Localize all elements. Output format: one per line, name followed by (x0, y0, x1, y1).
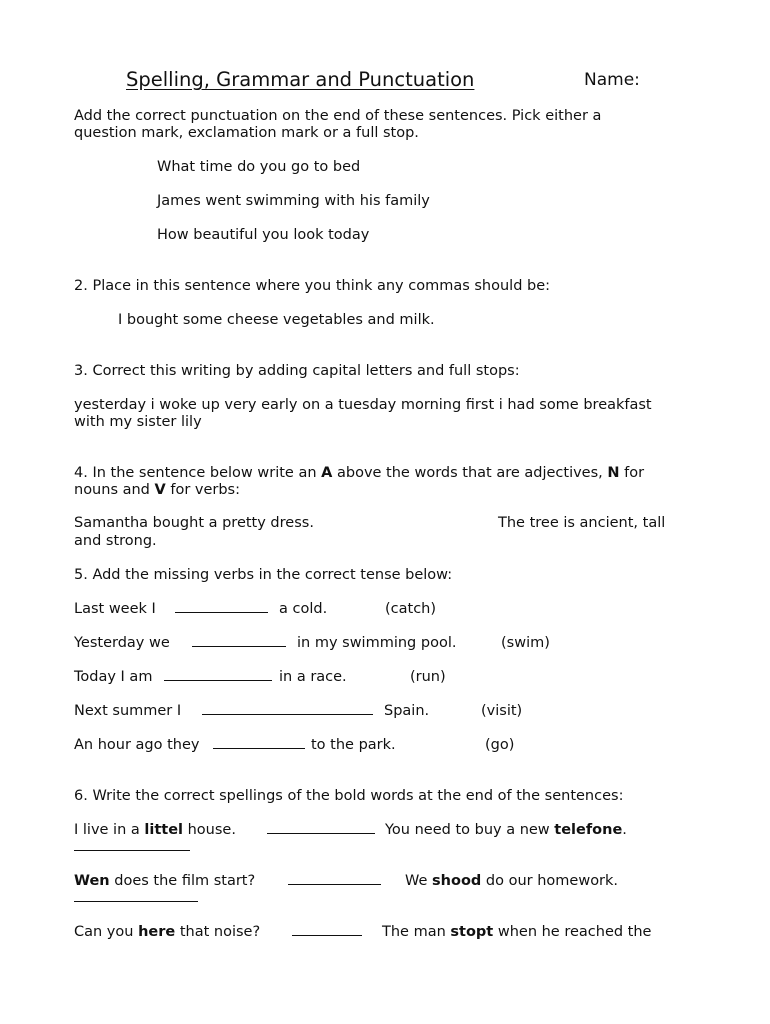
q6-sentence-4 (405, 872, 618, 890)
q6-answer-blank-5[interactable] (292, 923, 362, 936)
q6-text: We (405, 873, 433, 889)
q5-item-2-before: Yesterday we (74, 635, 170, 651)
q3-text-line1: yesterday i woke up very early on a tuesday morning first i had some breakfast (74, 397, 652, 413)
q6-text: You need to buy a new (385, 822, 555, 838)
q4-text: for (619, 465, 645, 481)
q5-item-4-before: Next summer I (74, 703, 182, 719)
q6-text: does the film start? (109, 873, 256, 889)
q6-sentence-2 (385, 821, 627, 839)
q6-misspelt-word: stopt (450, 924, 494, 940)
q6-text: that noise? (175, 924, 261, 940)
q5-item-3-after: in a race. (279, 669, 347, 685)
q4-instruction-line2 (74, 481, 240, 499)
q4-sentence-2-part1: The tree is ancient, tall (498, 515, 666, 531)
q2-sentence: I bought some cheese vegetables and milk. (118, 312, 435, 328)
q5-instruction: 5. Add the missing verbs in the correct tense below: (74, 567, 453, 583)
q5-item-1-answer-blank[interactable] (175, 600, 268, 613)
q5-item-2-verb: (swim) (501, 635, 550, 651)
q4-text: for verbs: (165, 482, 240, 498)
name-label: Name: (584, 70, 640, 90)
q6-text: do our homework. (481, 873, 619, 889)
q6-misspelt-word: telefone (554, 822, 623, 838)
q6-sentence-6 (382, 923, 651, 941)
q5-item-5-answer-blank[interactable] (213, 736, 305, 749)
q6-text: when he reached the (493, 924, 652, 940)
q1-sentence-2: James went swimming with his family (157, 193, 430, 209)
q1-sentence-1: What time do you go to bed (157, 159, 361, 175)
q6-text: house. (183, 822, 236, 838)
q4-bold-v: V (154, 482, 166, 498)
q2-instruction: 2. Place in this sentence where you think any commas should be: (74, 278, 551, 294)
q6-text: The man (382, 924, 451, 940)
q6-sentence-5 (74, 923, 260, 941)
q6-instruction: 6. Write the correct spellings of the bold words at the end of the sentences: (74, 788, 624, 804)
q4-bold-a: A (321, 465, 333, 481)
q4-text: nouns and (74, 482, 155, 498)
q5-item-3-verb: (run) (410, 669, 446, 685)
page-title: Spelling, Grammar and Punctuation (126, 68, 475, 91)
q4-sentence-2-part2: and strong. (74, 533, 157, 549)
q6-text: Can you (74, 924, 139, 940)
q4-text: 4. In the sentence below write an (74, 465, 322, 481)
q4-sentence-1: Samantha bought a pretty dress. (74, 515, 314, 531)
q6-misspelt-word: Wen (74, 873, 110, 889)
q6-sentence-1 (74, 821, 236, 839)
q1-sentence-3: How beautiful you look today (157, 227, 370, 243)
q6-answer-blank-3[interactable] (288, 872, 381, 885)
q5-item-2-after: in my swimming pool. (297, 635, 457, 651)
q6-misspelt-word: here (138, 924, 176, 940)
q3-instruction: 3. Correct this writing by adding capital letters and full stops: (74, 363, 520, 379)
q5-item-4-answer-blank[interactable] (202, 702, 373, 715)
q5-item-4-after: Spain. (384, 703, 430, 719)
q1-instruction-line2: question mark, exclamation mark or a full stop. (74, 125, 419, 141)
q4-instruction-line1 (74, 464, 644, 482)
q5-item-5-verb: (go) (485, 737, 515, 753)
q5-item-5-after: to the park. (311, 737, 396, 753)
q5-item-3-answer-blank[interactable] (164, 668, 272, 681)
q6-text: I live in a (74, 822, 145, 838)
q6-text: . (622, 822, 627, 838)
q6-misspelt-word: shood (432, 873, 482, 889)
q5-item-1-before: Last week I (74, 601, 156, 617)
q6-answer-blank-2[interactable] (74, 838, 190, 851)
q6-sentence-3 (74, 872, 255, 890)
q5-item-5-before: An hour ago they (74, 737, 200, 753)
q5-item-1-after: a cold. (279, 601, 328, 617)
q3-text-line2: with my sister lily (74, 414, 202, 430)
q6-answer-blank-1[interactable] (267, 821, 375, 834)
q5-item-3-before: Today I am (74, 669, 153, 685)
q5-item-4-verb: (visit) (481, 703, 523, 719)
q1-instruction-line1: Add the correct punctuation on the end of these sentences. Pick either a (74, 108, 602, 124)
q5-item-1-verb: (catch) (385, 601, 437, 617)
q5-item-2-answer-blank[interactable] (192, 634, 286, 647)
q4-bold-n: N (607, 465, 620, 481)
q6-answer-blank-4[interactable] (74, 889, 198, 902)
q6-misspelt-word: littel (144, 822, 183, 838)
q4-text: above the words that are adjectives, (332, 465, 608, 481)
